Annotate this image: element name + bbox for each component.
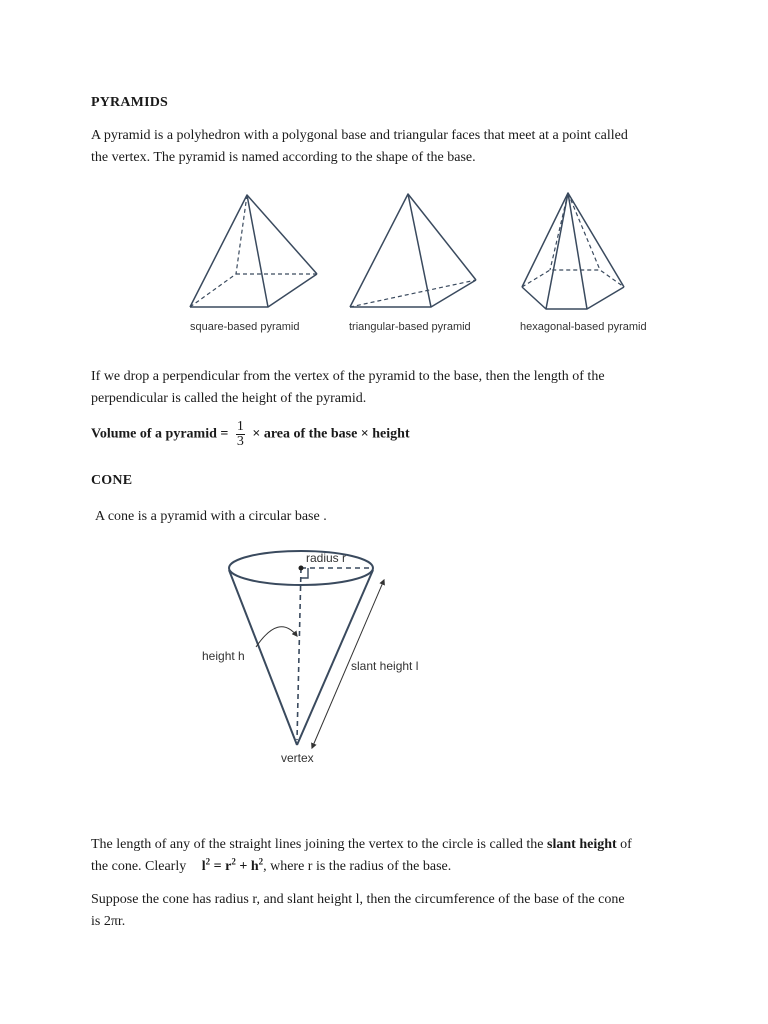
exp-l: 2 (205, 856, 211, 867)
fraction-denominator: 3 (236, 434, 244, 449)
formula-l: l (201, 859, 206, 874)
height-paragraph (91, 366, 681, 410)
slant-line-1 (91, 834, 681, 856)
triangular-pyramid-drawing (350, 194, 476, 307)
volume-formula (91, 420, 410, 449)
height-line-1: If we drop a perpendicular from the vertex of the pyramid to the base, then the length of the (91, 369, 605, 384)
fraction-numerator: 1 (236, 419, 244, 434)
height-line-2: perpendicular is called the height of the pyramid. (91, 391, 367, 406)
circumference-line-1: Suppose the cone has radius r, and slant height l, then the circumference of the base of the cone (91, 892, 625, 907)
caption-hexagonal: hexagonal-based pyramid (520, 321, 647, 333)
cone-figure (195, 535, 435, 770)
slant-text-2-end: , where r is the radius of the base. (263, 859, 452, 874)
slant-text-1-end: of (620, 837, 632, 852)
formula-eq-r: = r (213, 859, 232, 874)
slant-text-1: The length of any of the straight lines joining the vertex to the circle is called the (91, 837, 544, 852)
slant-height-term: slant height (547, 837, 617, 852)
radius-label: radius r (306, 551, 347, 565)
formula-plus-h: + h (239, 859, 259, 874)
volume-fraction (236, 420, 245, 449)
pyramids-intro (91, 125, 681, 169)
circumference-paragraph (91, 889, 681, 933)
exp-r: 2 (231, 856, 236, 867)
pyramids-intro-line-1: A pyramid is a polyhedron with a polygonal base and triangular faces that meet at a point called (91, 128, 628, 143)
pythagoras-formula (201, 856, 264, 874)
volume-label: Volume of a pyramid = (91, 426, 229, 442)
slant-line-2 (91, 856, 681, 878)
cone-heading: CONE (91, 473, 133, 488)
caption-square: square-based pyramid (190, 321, 300, 333)
pyramids-heading: PYRAMIDS (91, 95, 169, 110)
height-label: height h (202, 649, 245, 663)
cone-intro: A cone is a pyramid with a circular base . (95, 509, 327, 524)
exp-h: 2 (258, 856, 264, 867)
vertex-label: vertex (281, 751, 314, 765)
slant-text-2: the cone. Clearly (91, 859, 187, 874)
pyramids-intro-line-2: the vertex. The pyramid is named according to the shape of the base. (91, 150, 476, 165)
volume-rest: × area of the base × height (252, 426, 410, 442)
square-pyramid-drawing (190, 195, 317, 307)
slant-height-label: slant height l (351, 659, 419, 673)
circumference-line-2: is 2πr. (91, 914, 126, 929)
slant-paragraph (91, 834, 681, 878)
pyramids-figure (180, 178, 670, 338)
hexagonal-pyramid-drawing (522, 193, 624, 309)
caption-triangular: triangular-based pyramid (349, 321, 471, 333)
